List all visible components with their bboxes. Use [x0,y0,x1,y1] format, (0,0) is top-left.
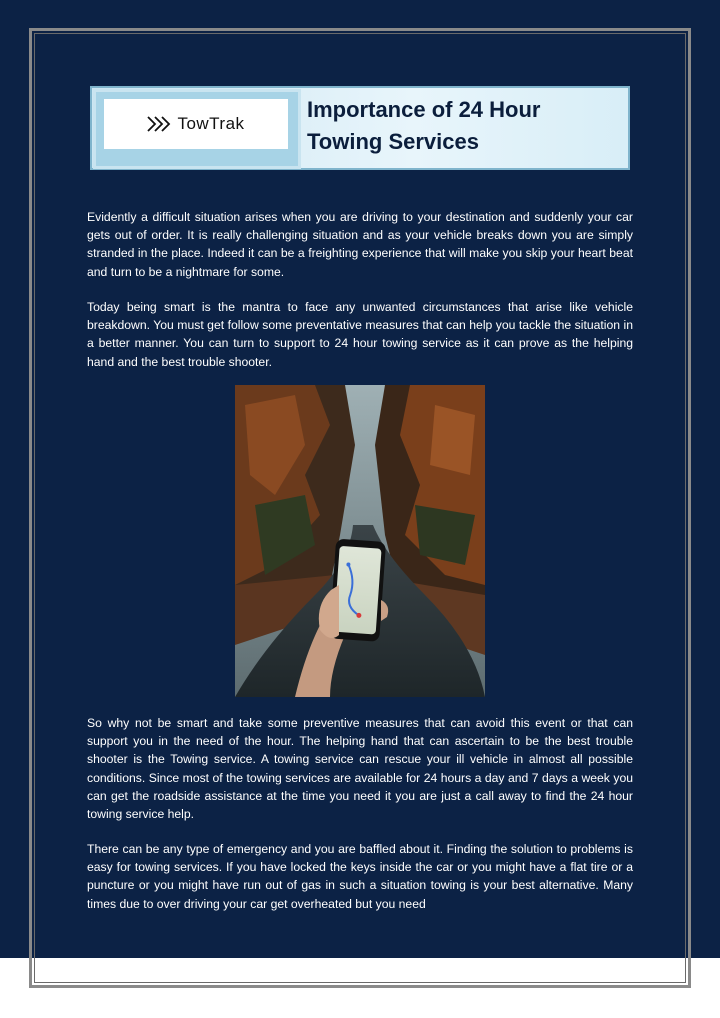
road-phone-photo [235,385,485,697]
page-footer-strip [38,958,682,982]
body-paragraph-3: So why not be smart and take some preventive measures that can avoid this event or that can support you in the need of the hour. The helping hand that can ascertain to be the best trouble shooter is the Towing service. A towing service can rescue your ill vehicle in almost all possible conditions. Since most of the towing services are available for 24 hours a day and 7 days a week you can get the roadside assistance at the time you need it you are just a call away to find the 24 hour towing service help. [87,716,633,822]
title-line-1: Importance of 24 Hour [307,97,541,122]
body-paragraph-2: Today being smart is the mantra to face any unwanted circumstances that arise like vehicle breakdown. You must get follow some preventative measures that can help you tackle the situation in a better manner. You can turn to support to 24 hour towing service as it can prove as the helping hand and the best trouble shooter. [87,300,633,369]
body-paragraph-1: Evidently a difficult situation arises when you are driving to your destination and suddenly your car gets out of order. It is really challenging situation and as your vehicle breaks down you are simply stranded in the place. Indeed it can be a freighting experience that will make you skip your heart beat and turn to be a nightmare for some. [87,210,633,279]
body-paragraph-4: There can be any type of emergency and you are baffled about it. Finding the solution to problems is easy for towing services. If you have locked the keys inside the car or you might have a flat tire or a puncture or you might have run out of gas in such a situation towing is your best alternative. Many times due to over driving your car get overheated but you need [87,842,633,911]
logo [104,99,288,149]
page-title [307,94,617,158]
logo-text: TowTrak [177,114,245,133]
title-line-2: Towing Services [307,129,479,154]
triple-chevron-icon [147,116,173,132]
